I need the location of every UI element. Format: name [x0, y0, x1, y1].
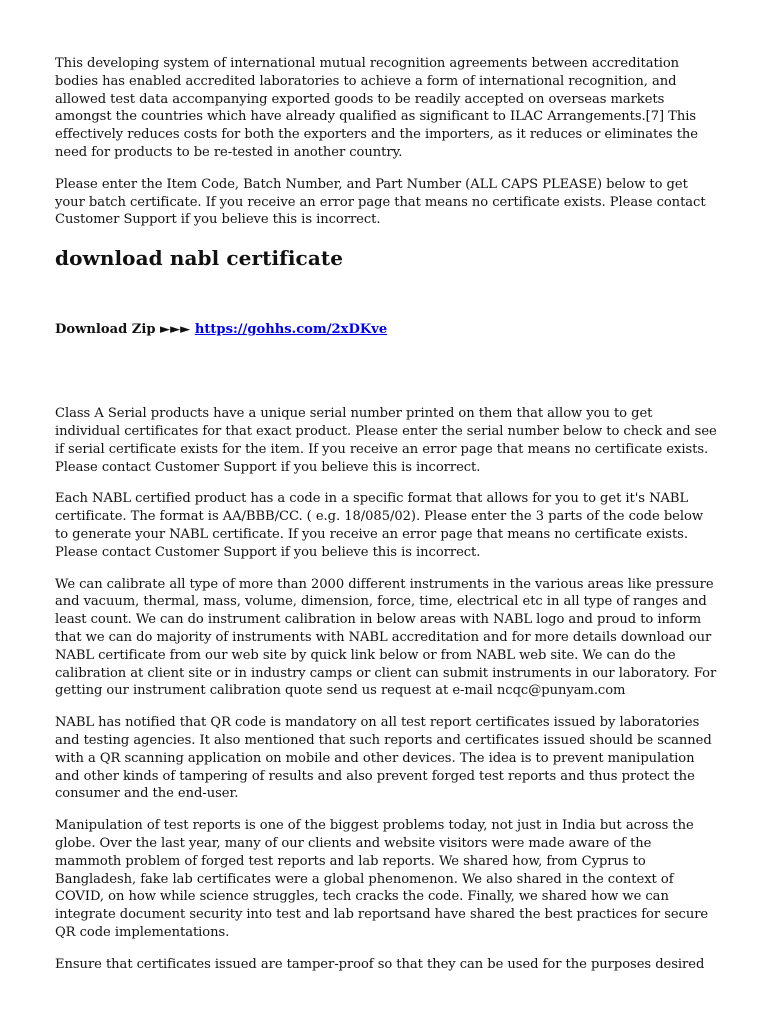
paragraph-report-manipulation: Manipulation of test reports is one of the biggest problems today, not just in India but across the globe. Over the last year, many of our clients and website visitors were made aware of the mammoth problem of forged test reports and lab reports. We shared how, from Cyprus to Bangladesh, fake lab certificates were a global phenomenon. We also shared in the context of COVID, on how while science struggles, tech cracks the code. Finally, we shared how we can integrate document security into test and lab reportsand have shared the best practices for secure QR code implementations. — [55, 818, 709, 940]
paragraph-calibration-services: We can calibrate all type of more than 2000 different instruments in the various areas like pressure and vacuum, thermal, mass, volume, dimension, force, time, electrical etc in all type of ranges and least count. We can do instrument calibration in below areas with NABL logo and proud to inform that we can do majority of instruments with NABL accreditation and for more details download our NABL certificate from our web site by quick link below or from NABL web site. We can do the calibration at client site or in industry camps or client can submit instruments in our laboratory. For getting our instrument calibration quote send us request at e-mail ncqc@punyam.com — [55, 576, 717, 699]
paragraph-batch-certificate: Please enter the Item Code, Batch Number, and Part Number (ALL CAPS PLEASE) below to get your batch certificate. If you receive an error page that means no certificate exists. Please contact Customer Support if you believe this is incorrect. — [55, 176, 706, 228]
download-link[interactable]: https://gohhs.com/2xDKve — [194, 322, 388, 338]
page-title: download nabl certificate — [55, 246, 344, 271]
paragraph-serial-products: Class A Serial products have a unique serial number printed on them that allow you to get individual certificates for that exact product. Please enter the serial number below to check and see if serial certificate exists for the item. If you receive an error page that means no certificate exists. Please contact Customer Support if you believe this is incorrect. — [55, 406, 717, 475]
paragraph-recognition-agreements: This developing system of international mutual recognition agreements between accreditation bodies has enabled accredited laboratories to achieve a form of international recognition, and allowed test data accompanying exported goods to be readily accepted on overseas markets amongst the countries which have already qualified as significant to ILAC Arrangements.[7] This effectively reduces costs for both the exporters and the importers, as it reduces or eliminates the need for products to be re-tested in another country. — [55, 56, 698, 160]
paragraph-tamper-proof: Ensure that certificates issued are tamper-proof so that they can be used for the purposes desired — [55, 956, 705, 972]
download-line — [55, 321, 720, 339]
paragraph-nabl-code-format: Each NABL certified product has a code in a specific format that allows for you to get it's NABL certificate. The format is AA/BBB/CC. ( e.g. 18/085/02). Please enter the 3 parts of the code below to generate your NABL certificate. If you receive an error page that means no certificate exists. Please contact Customer Support if you believe this is incorrect. — [55, 491, 703, 560]
download-label: Download Zip ►►► — [55, 322, 195, 338]
document-page — [55, 55, 720, 987]
paragraph-qr-code-mandate: NABL has notified that QR code is mandatory on all test report certificates issued by laboratories and testing agencies. It also mentioned that such reports and certificates issued should be scanned with a QR scanning application on mobile and other devices. The idea is to prevent manipulation and other kinds of tampering of results and also prevent forged test reports and thus protect the consumer and the end-user. — [55, 715, 712, 802]
